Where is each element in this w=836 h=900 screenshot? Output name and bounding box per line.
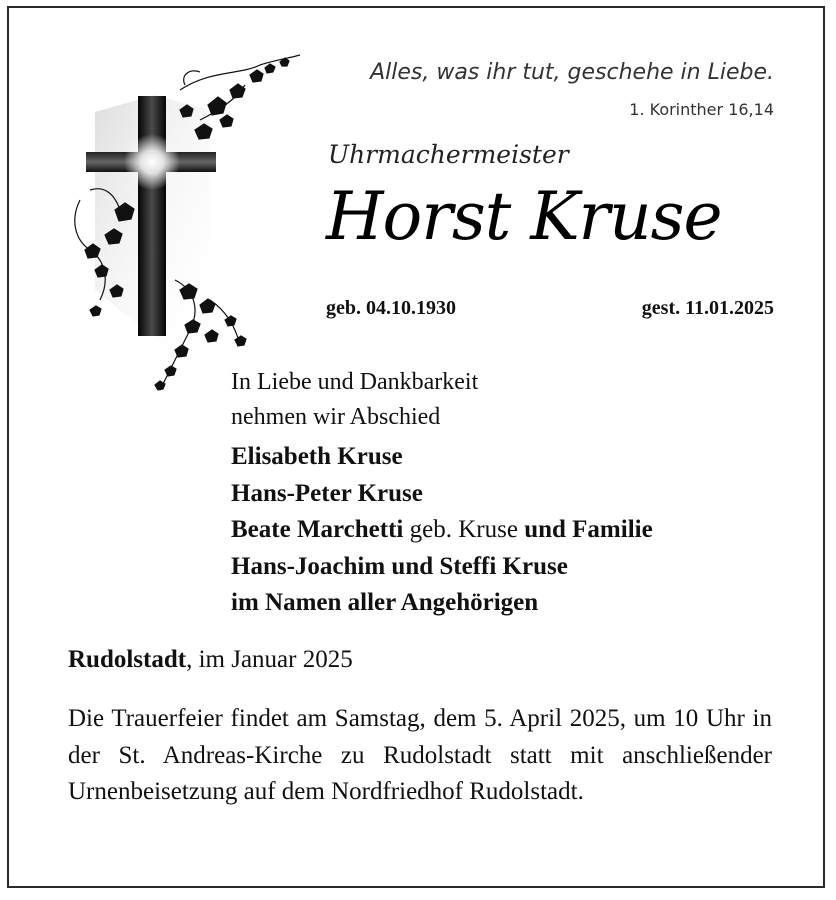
birth-date: geb. 04.10.1930	[326, 297, 456, 319]
farewell-intro	[231, 365, 478, 435]
mourner-name	[231, 512, 653, 549]
bible-verse-reference: 1. Korinther 16,14	[629, 100, 774, 119]
mourner-name: Elisabeth Kruse	[231, 443, 403, 470]
mourners-list	[231, 439, 653, 622]
mourner-name: im Namen aller Angehörigen	[231, 589, 539, 616]
place-name: Rudolstadt	[68, 646, 187, 673]
cross-with-ivy-icon	[60, 50, 310, 400]
deceased-name: Horst Kruse	[326, 178, 722, 255]
mourner-name-text: Beate Marchetti	[231, 516, 404, 543]
place-and-date	[68, 646, 353, 674]
deceased-profession: Uhrmachermeister	[328, 140, 569, 169]
farewell-intro-line: In Liebe und Dankbarkeit	[231, 369, 479, 395]
farewell-intro-line: nehmen wir Abschied	[231, 404, 441, 430]
place-date: , im Januar 2025	[186, 646, 353, 673]
mourner-name: Hans-Joachim und Steffi Kruse	[231, 552, 568, 580]
mourner-name: Hans-Peter Kruse	[231, 479, 423, 507]
death-date: gest. 11.01.2025	[641, 297, 774, 319]
bible-verse: Alles, was ihr tut, geschehe in Liebe.	[370, 60, 774, 85]
cross-icon	[138, 96, 166, 336]
mourner-nee: geb. Kruse	[403, 516, 525, 543]
mourner-family: und Familie	[524, 516, 653, 543]
funeral-service-info: Die Trauerfeier findet am Samstag, dem 5. April 2025, um 10 Uhr in der St. Andreas-Kirche zu Rudolstadt statt mit anschließender Urnenbeisetzung auf dem Nordfriedhof Rudolstadt.	[68, 705, 772, 805]
